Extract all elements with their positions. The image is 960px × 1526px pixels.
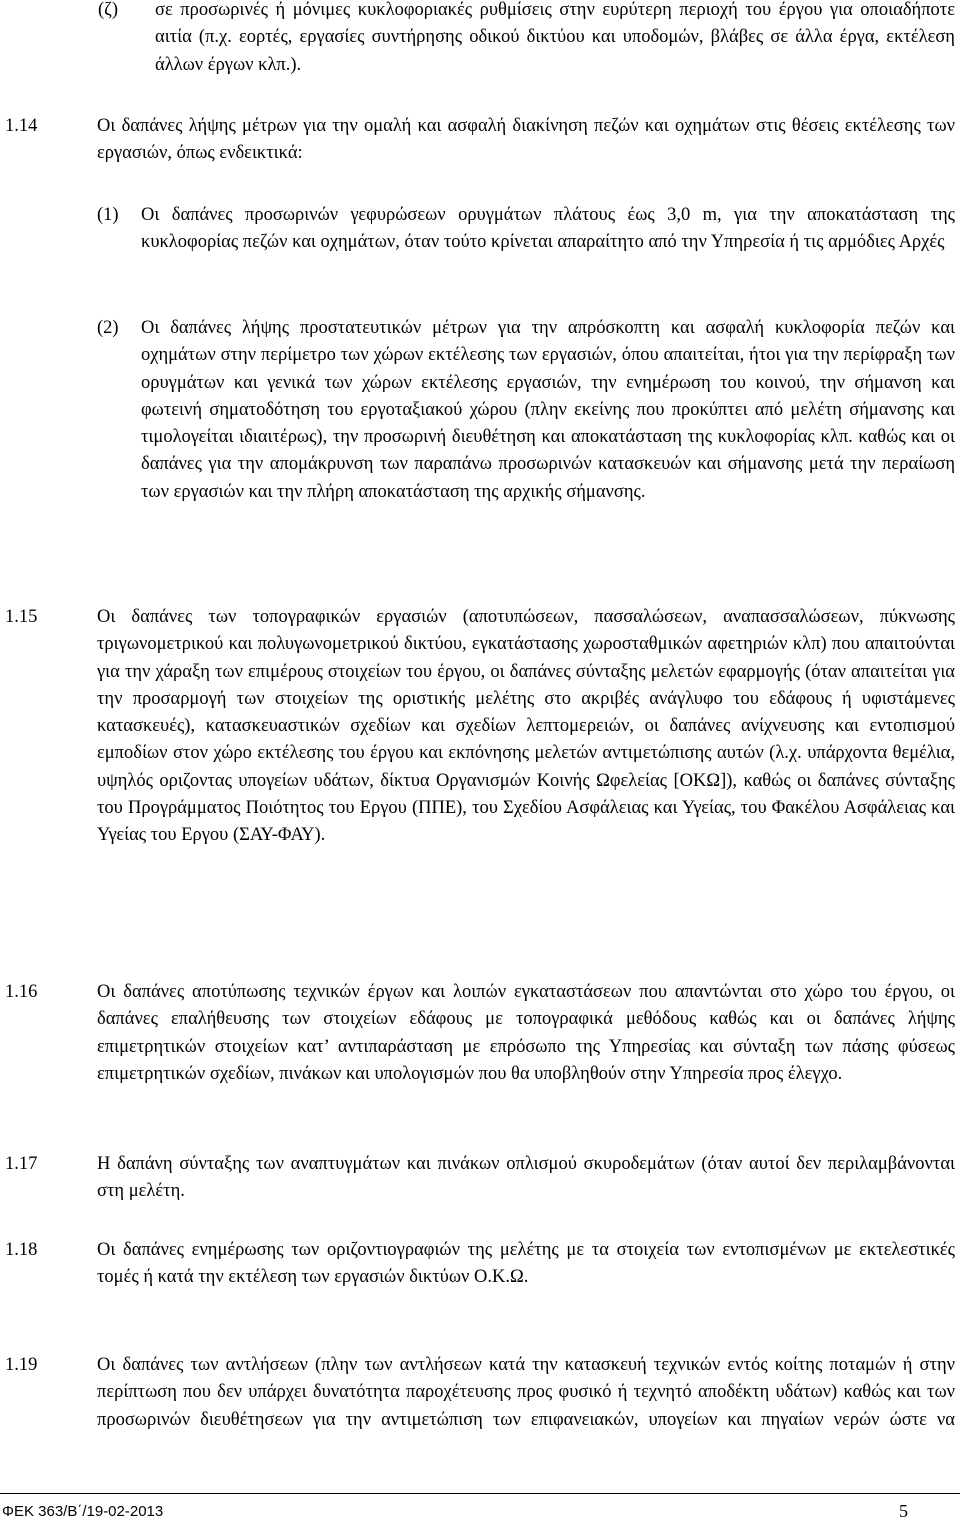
footer-issue: ΦΕΚ 363/Β΄/19-02-2013: [2, 1503, 164, 1520]
subitem-label: (2): [97, 318, 119, 338]
section-text: Οι δαπάνες των αντλήσεων (πλην των αντλήσεων κατά την κατασκευή τεχνικών εντός κοίτης ποταμών ή στην περίπτωση που δεν υπάρχει δυνατότητα παροχέτευσης προς φυσικό ή τεχνητό αποδέκτη υδάτων) καθώς και των προσωρινών διευθέτησεων για την αντιμετώπιση των επιφανειακών, υπογείων και πηγαίων νερών ώστε να: [97, 1355, 955, 1430]
section-number: 1.19: [5, 1355, 38, 1375]
section-text: Η δαπάνη σύνταξης των αναπτυγμάτων και πινάκων οπλισμού σκυροδεμάτων (όταν αυτοί δεν περιλαμβάνονται στη μελέτη.: [97, 1154, 955, 1202]
section-number: 1.16: [5, 982, 38, 1002]
section-number: 1.17: [5, 1154, 38, 1174]
section-text: Οι δαπάνες των τοπογραφικών εργασιών (αποτυπώσεων, πασσαλώσεων, αναπασσαλώσεων, πύκνωσης τριγωνομετρικού και πολυγωνομετρικού δικτύου, εγκατάστασης χωροσταθμικών αφετηριών κλπ) που απαιτούνται για την χάραξη των επιμέρους στοιχείων του έργου, οι δαπάνες σύνταξης μελετών εφαρμογής (όταν απαιτείται για την προσαρμογή των στοιχείων της οριστικής μελέτης στο ακριβές ανάγλυφο του εδάφους ή υφιστάμενες κατασκευές), κατασκευαστικών σχεδίων και σχεδίων λεπτομερειών, οι δαπάνες ανίχνευσης και εντοπισμού εμποδίων στον χώρο εκτέλεσης του έργου και εκπόνησης μελετών αντιμετώπισης αυτών (λ.χ. υπάρχοντα θεμέλια, υψηλός οριζοντας υπογείων υδάτων, δίκτυα Οργανισμών Κοινής Ωφελείας [ΟΚΩ]), καθώς οι δαπάνες σύνταξης του Προγράμματος Ποιότητος του Εργου (ΠΠΕ), του Σχεδίου Ασφάλειας και Υγείας, του Φακέλου Ασφάλειας και Υγείας του Εργου (ΣΑΥ-ΦΑΥ).: [97, 607, 955, 846]
page-number: 5: [899, 1501, 908, 1521]
section-number: 1.15: [5, 607, 38, 627]
section-number: 1.18: [5, 1240, 38, 1260]
subitem-text: Οι δαπάνες προσωρινών γεφυρώσεων ορυγμάτων πλάτους έως 3,0 m, για την αποκατάσταση της κυκλοφορίας πεζών και οχημάτων, όταν τούτο κρίνεται απαραίτητο από την Υπηρεσία ή τις αρμόδιες Αρχές: [141, 205, 955, 253]
subitem-label: (1): [97, 205, 119, 225]
item-label: (ζ): [98, 0, 118, 20]
subitem-text: Οι δαπάνες λήψης προστατευτικών μέτρων για την απρόσκοπτη και ασφαλή κυκλοφορία πεζών και οχημάτων στην περίμετρο των χώρων εκτέλεσης των εργασιών, όπου απαιτείται, ήτοι για την περίφραξη των ορυγμάτων και γενικά των χώρων εκτέλεσης εργασιών, την ενημέρωση του κοινού, την σήμανση και φωτεινή σηματοδότηση του εργοταξιακού χώρου (πλην εκείνης που προκύπτει από μελέτη σήμανσης και τιμολογείται ιδιαιτέρως), την προσωρινή διευθέτηση και αποκατάσταση της κυκλοφορίας κλπ. καθώς και οι δαπάνες για την απομάκρυνση των παραπάνω προσωρινών κατασκευών και σήμανσης μετά την περαίωση των εργασιών και την πλήρη αποκατάσταση της αρχικής σήμανσης.: [141, 318, 955, 502]
footer-divider: [0, 1493, 960, 1494]
section-text: Οι δαπάνες αποτύπωσης τεχνικών έργων και λοιπών εγκαταστάσεων που απαντώνται στο χώρο του έργου, οι δαπάνες επαλήθευσης των στοιχείων εδάφους με τοπογραφικά μεθόδους καθώς και οι δαπάνες λήψης επιμετρητικών στοιχείων κατ’ αντιπαράσταση με επρόσωπο της Υπηρεσίας και σύνταξη των πάσης φύσεως επιμετρητικών σχεδίων, πινάκων και υπολογισμών που θα υποβληθούν στην Υπηρεσία προς έλεγχο.: [97, 982, 955, 1084]
section-number: 1.14: [5, 116, 38, 136]
section-text: Οι δαπάνες λήψης μέτρων για την ομαλή και ασφαλή διακίνηση πεζών και οχημάτων στις θέσεις εκτέλεσης των εργασιών, όπως ενδεικτικά:: [97, 116, 955, 164]
item-text: σε προσωρινές ή μόνιμες κυκλοφοριακές ρυθμίσεις στην ευρύτερη περιοχή του έργου για οποιαδήποτε αιτία (π.χ. εορτές, εργασίες συντήρησης οδικού δικτύου και υποδομών, βλάβες σε άλλα έργα, εκτέλεση άλλων έργων κλπ.).: [155, 0, 955, 75]
section-text: Οι δαπάνες ενημέρωσης των οριζοντιογραφιών της μελέτης με τα στοιχεία των εντοπισμένων με εκτελεστικές τομές ή κατά την εκτέλεση των εργασιών δικτύων Ο.Κ.Ω.: [97, 1240, 955, 1288]
